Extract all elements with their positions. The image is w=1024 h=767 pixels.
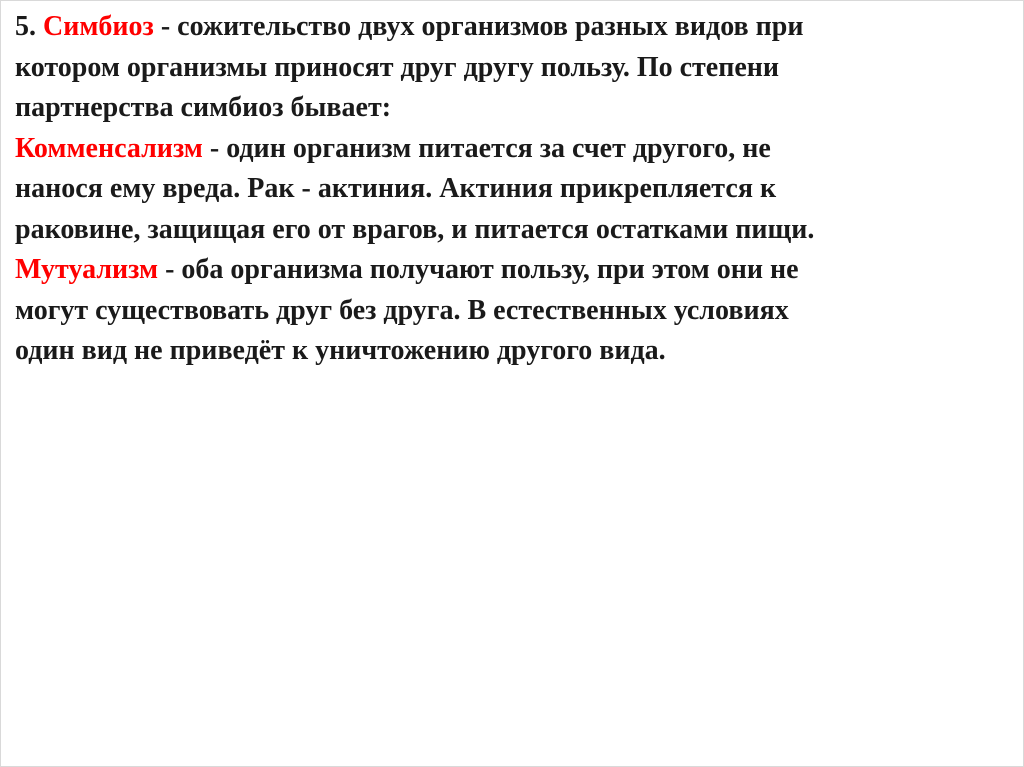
paragraph-number: 5.	[15, 11, 43, 42]
term-mutualism: Мутуализм	[15, 254, 159, 285]
symbiosis-line-1	[15, 7, 1015, 48]
commensalism-text-1: - один организм питается за счет другого, не	[202, 132, 771, 164]
mutualism-line-2: могут существовать друг без друга. В естественных условиях	[15, 294, 789, 326]
symbiosis-text-1: - сожительство двух организмов разных видов при	[153, 11, 804, 42]
mutualism-line-3: один вид не приведёт к уничтожению другого вида.	[15, 335, 666, 366]
term-symbiosis: Симбиоз	[43, 11, 154, 42]
mutualism-text-1: - оба организма получают пользу, при этом они не	[158, 254, 799, 285]
slide-text	[15, 7, 1015, 372]
symbiosis-line-2: котором организмы приносят друг другу пользу. По степени	[15, 51, 780, 83]
symbiosis-line-3: партнерства симбиоз бывает:	[15, 92, 392, 123]
term-commensalism: Комменсализм	[15, 132, 203, 164]
commensalism-line-3: раковине, защищая его от врагов, и питается остатками пищи.	[15, 213, 815, 245]
commensalism-line-1	[15, 129, 1015, 170]
mutualism-line-1	[15, 250, 1015, 291]
commensalism-line-2: нанося ему вреда. Рак - актиния. Актиния прикрепляется к	[15, 173, 777, 204]
